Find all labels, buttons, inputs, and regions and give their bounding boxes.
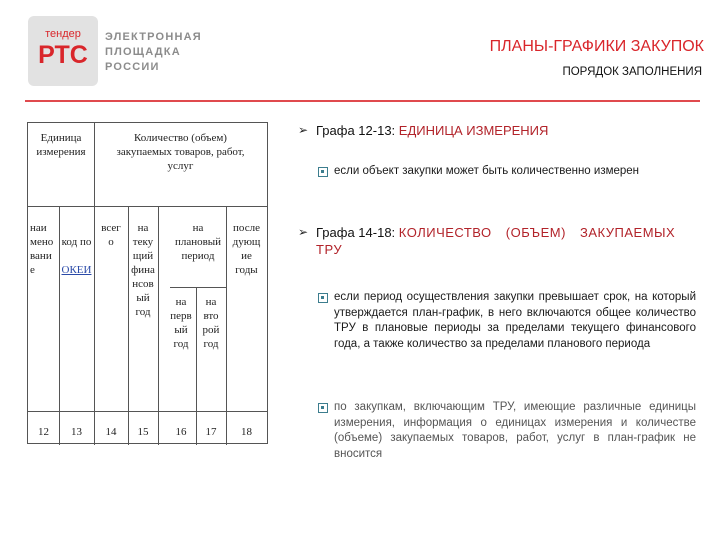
table-col-plan-period: на плановый период: [174, 222, 222, 262]
table-header-unit: Единица измерения: [36, 132, 86, 158]
table-col-code-prefix: код по: [61, 236, 92, 248]
table-col-name: наи мено вани е: [30, 222, 54, 276]
table-number: 15: [137, 426, 149, 438]
table-col-after-years: после дующ ие годы: [232, 222, 261, 276]
logo-tender-text: тендер: [45, 28, 81, 40]
logo-name: [105, 30, 202, 75]
list-item-text: по закупкам, включающим ТРУ, имеющие различные единицы измерения, информация о единицах измерения и количестве (объеме) закупаемых товаров, работ, услуг в план-график не вносится: [334, 401, 696, 460]
table-col-plan-first-year: на перв ый год: [170, 296, 192, 350]
logo-tile: [28, 16, 98, 86]
table-col-code: [59, 221, 94, 277]
logo-name-line: ЭЛЕКТРОННАЯ: [105, 31, 202, 43]
table-divider: [28, 206, 267, 207]
table-number: 18: [241, 426, 252, 438]
logo-rts-mark: РТС: [38, 41, 88, 69]
table-number: 12: [38, 426, 49, 438]
table-number: 16: [175, 426, 187, 438]
table-number: 17: [205, 426, 217, 438]
arrow-bullet-icon: ➢: [298, 123, 309, 137]
arrow-bullet-icon: ➢: [298, 225, 309, 239]
table-col-total: всег о: [101, 222, 121, 248]
page-title: ПЛАНЫ-ГРАФИКИ ЗАКУПОК: [489, 38, 704, 55]
table-divider: [28, 411, 267, 412]
section-value: ЕДИНИЦА ИЗМЕРЕНИЯ: [398, 123, 549, 138]
table-col-current-year: на теку щий фина нсов ый год: [131, 222, 155, 318]
form-table: [27, 122, 268, 444]
list-item-text: если период осуществления закупки превышает срок, на который утверждается план-график, в него включаются общее количество ТРУ в плановые периоды за пределами текущего финансового года, а также количество за пределами планового периода: [334, 291, 696, 350]
table-divider: [170, 287, 226, 288]
checkbox-bullet-icon: [318, 403, 328, 413]
okei-link[interactable]: ОКЕИ: [61, 264, 92, 276]
table-number: 13: [71, 426, 82, 438]
page-subtitle: ПОРЯДОК ЗАПОЛНЕНИЯ: [562, 66, 702, 78]
section-value: КОЛИЧЕСТВО (ОБЪЕМ) ЗАКУПАЕМЫХ ТРУ: [316, 225, 676, 257]
logo-name-line: ПЛОЩАДКА: [105, 46, 181, 58]
checkbox-bullet-icon: [318, 293, 328, 303]
table-col-plan-second-year: на вто рой год: [202, 296, 220, 350]
checkbox-bullet-icon: [318, 167, 328, 177]
logo-name-line: РОССИИ: [105, 61, 160, 73]
table-header-quantity: Количество (объем) закупаемых товаров, работ, услуг: [116, 132, 245, 172]
header-divider: [25, 100, 700, 102]
section-label: Графа 12-13:: [316, 123, 396, 138]
list-item-text: если объект закупки может быть количественно измерен: [334, 165, 640, 177]
table-number: 14: [105, 426, 117, 438]
section-label: Графа 14-18:: [316, 225, 396, 240]
